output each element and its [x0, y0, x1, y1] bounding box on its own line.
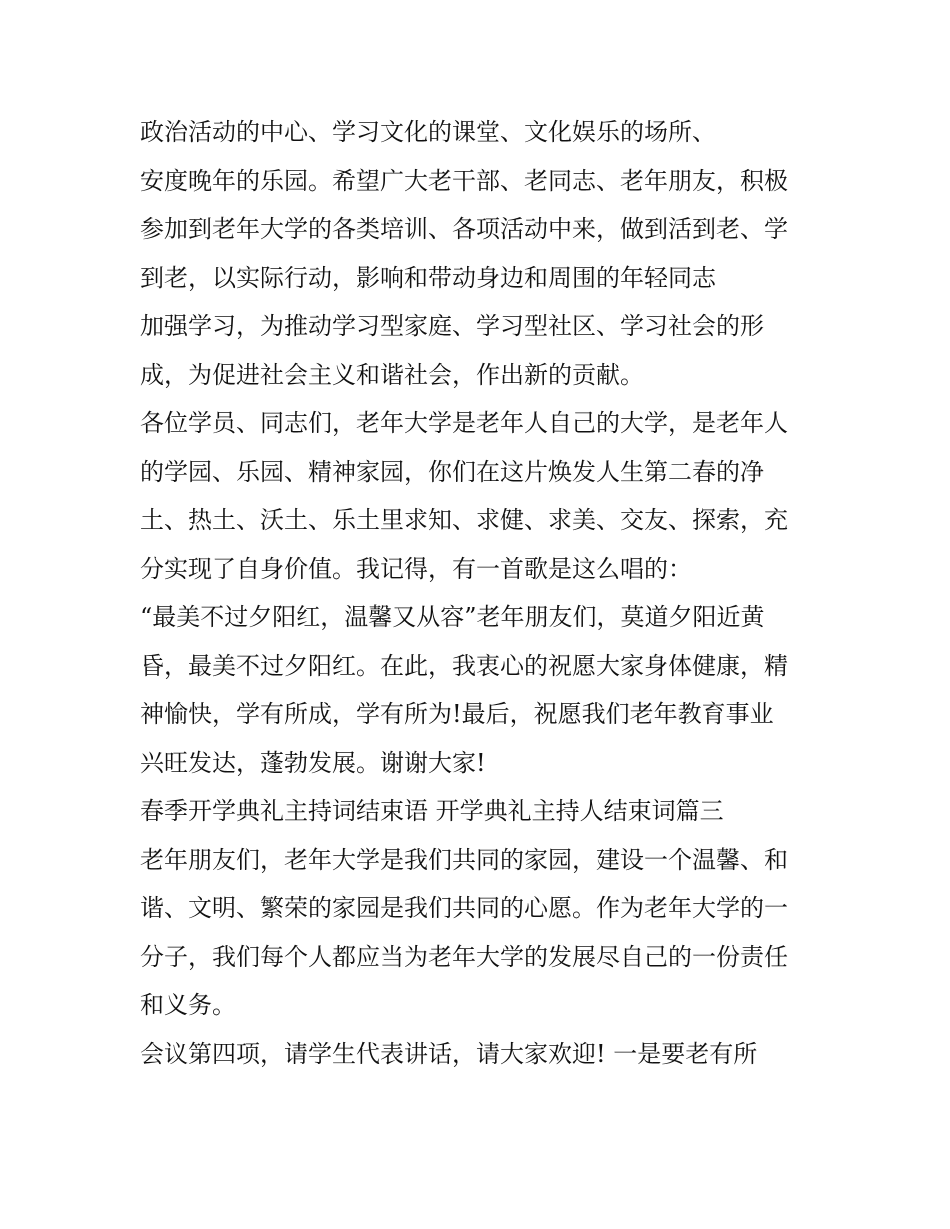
text-line: 老年朋友们，老年大学是我们共同的家园，建设一个温馨、和 — [140, 845, 788, 874]
text-line: 参加到老年大学的各类培训、各项活动中来，做到活到老、学 — [140, 215, 788, 243]
text-line: 各位学员、同志们，老年大学是老年人自己的大学，是老年人 — [140, 409, 788, 437]
text-line: 到老，以实际行动，影响和带动身边和周围的年轻同志 — [140, 263, 716, 292]
text-line: 谐、文明、繁荣的家园是我们共同的心愿。作为老年大学的一 — [140, 894, 788, 922]
text-line: 和义务。 — [140, 991, 236, 1019]
text-line: 兴旺发达，蓬勃发展。谢谢大家! — [140, 748, 486, 777]
text-line: 昏，最美不过夕阳红。在此，我衷心的祝愿大家身体健康，精 — [140, 651, 788, 680]
text-line: 神愉快，学有所成，学有所为!最后，祝愿我们老年教育事业 — [140, 700, 774, 728]
document-body — [140, 108, 830, 1078]
text-line: 的学园、乐园、精神家园，你们在这片焕发人生第二春的净 — [140, 457, 764, 486]
text-line: 政治活动的中心、学习文化的课堂、文化娱乐的场所、 — [140, 118, 716, 146]
text-line: 安度晚年的乐园。希望广大老干部、老同志、老年朋友，积极 — [140, 166, 788, 195]
text-line: 会议第四项，请学生代表讲话，请大家欢迎! 一是要老有所 — [140, 1039, 758, 1068]
text-line: 分实现了自身价值。我记得，有一首歌是这么唱的： — [140, 554, 692, 583]
text-line: 成，为促进社会主义和谐社会，作出新的贡献。 — [140, 360, 644, 389]
text-line: 分子，我们每个人都应当为老年大学的发展尽自己的一份责任 — [140, 942, 788, 971]
text-line: 土、热土、沃土、乐土里求知、求健、求美、交友、探索，充 — [140, 506, 788, 534]
section-heading: 春季开学典礼主持词结束语 开学典礼主持人结束词篇三 — [140, 797, 724, 825]
text-line: 加强学习，为推动学习型家庭、学习型社区、学习社会的形 — [140, 312, 764, 340]
text-line: “最美不过夕阳红，温馨又从容”老年朋友们，莫道夕阳近黄 — [140, 603, 765, 631]
